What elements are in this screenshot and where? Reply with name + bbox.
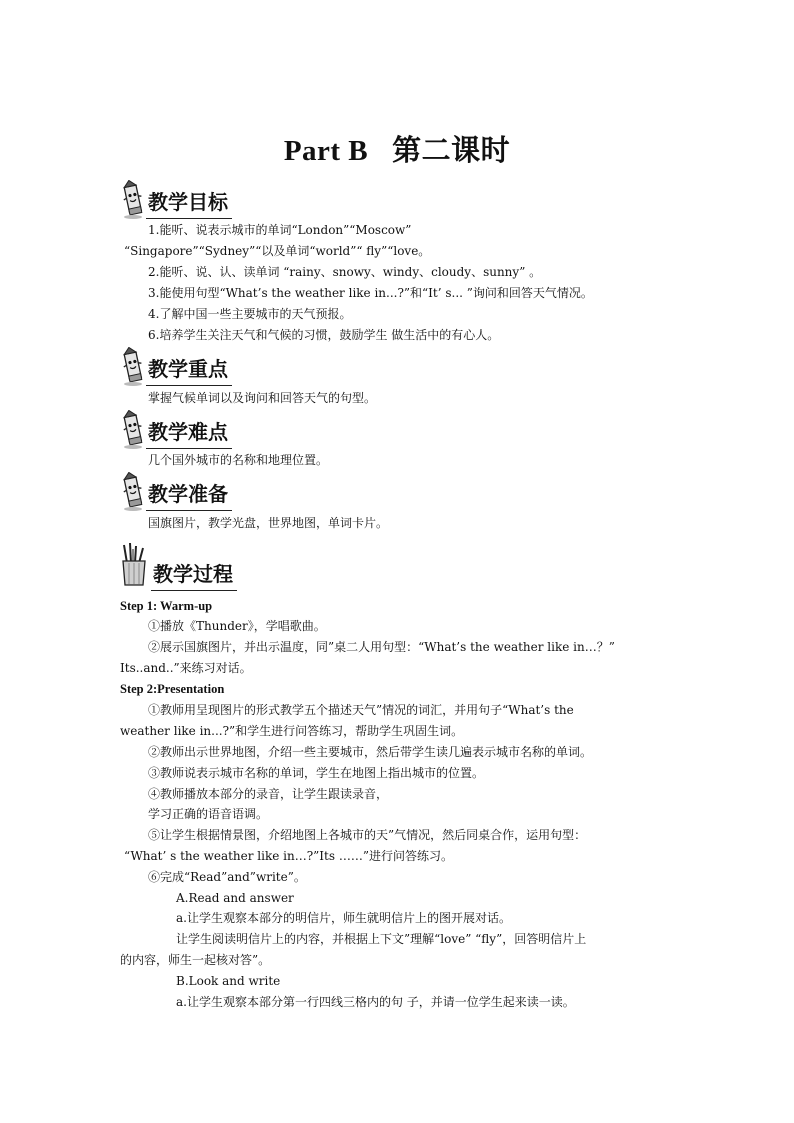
step-line: 学习正确的语音语调。 (148, 807, 269, 821)
objective-line: 6.培养学生关注天气和气候的习惯，鼓励学生 做生活中的有心人。 (148, 328, 500, 342)
page-title (0, 128, 794, 169)
difficulties-text: 几个国外城市的名称和地理位置。 (148, 453, 329, 467)
section-title: 教学重点 (148, 353, 228, 382)
key-points-text: 掌握气候单词以及询问和回答天气的句型。 (148, 391, 377, 405)
objective-line: 1.能听、说表示城市的单词“London”“Moscow” (148, 223, 412, 237)
step-line: a.让学生观察本部分第一行四线三格内的句 子，并请一位学生起来读一读。 (176, 995, 575, 1009)
title-part: Part B (283, 135, 369, 167)
section-title: 教学过程 (153, 558, 233, 587)
objective-line: 3.能使用句型“What’s the weather like in...?”和“It’ s... ”询问和回答天气情况。 (148, 286, 593, 300)
step-line: ④教师播放本部分的录音，让学生跟读录音， (148, 787, 389, 801)
objective-line: “Singapore”“Sydney”“以及单词“world”“ fly”“love。 (124, 244, 431, 258)
step1-label: Step 1: Warm-up (120, 599, 213, 613)
step-line: ①教师用呈现图片的形式教学五个描述天气”情况的词汇，并用句子“What’s the (148, 703, 574, 717)
pencil-icon (118, 347, 148, 387)
title-lesson: 第二课时 (392, 135, 511, 167)
section-title: 教学目标 (148, 186, 228, 215)
preparation-text: 国旗图片，教学光盘，世界地图，单词卡片。 (148, 516, 389, 530)
step2-label: Step 2:Presentation (120, 682, 225, 696)
step-line: a.让学生观察本部分的明信片，师生就明信片上的图开展对话。 (176, 911, 511, 925)
step-line: ①播放《Thunder》，学唱歌曲。 (148, 619, 326, 633)
pencil-icon (118, 180, 148, 220)
pencil-icon (118, 410, 148, 450)
step-line: Its..and..”来练习对话。 (120, 661, 252, 675)
pencil-icon (118, 472, 148, 512)
objective-line: 4.了解中国一些主要城市的天气预报。 (148, 307, 352, 321)
step-line: ⑥完成“Read”and”write”。 (148, 870, 306, 884)
step-line: ⑤让学生根据情景图，介绍地图上各城市的天”气情况，然后同桌合作，运用句型： (148, 828, 587, 842)
step-line: 让学生阅读明信片上的内容，并根据上下文”理解“love” “fly”，回答明信片上 (176, 932, 587, 946)
step-line: weather like in...?”和学生进行问答练习，帮助学生巩固生词。 (120, 724, 464, 738)
objective-line: 2.能听、说、认、读单词 “rainy、snowy、windy、cloudy、sunny” 。 (148, 265, 542, 279)
step-line: B.Look and write (176, 974, 281, 988)
section-title: 教学难点 (148, 416, 228, 445)
step-line: ②教师出示世界地图，介绍一些主要城市，然后带学生读几遍表示城市名称的单词。 (148, 745, 593, 759)
step-line: 的内容，师生一起核对答”。 (120, 953, 271, 967)
step-line: A.Read and answer (176, 891, 294, 905)
step-line: “What’ s the weather like in…?”Its ……”进行问答练习。 (124, 849, 453, 863)
pencil-cup-icon (118, 543, 150, 589)
step-line: ③教师说表示城市名称的单词，学生在地图上指出城市的位置。 (148, 766, 485, 780)
step-line: ②展示国旗图片，并出示温度，同”桌二人用句型：“What’s the weather like in…？” (148, 640, 615, 654)
section-title: 教学准备 (148, 478, 228, 507)
